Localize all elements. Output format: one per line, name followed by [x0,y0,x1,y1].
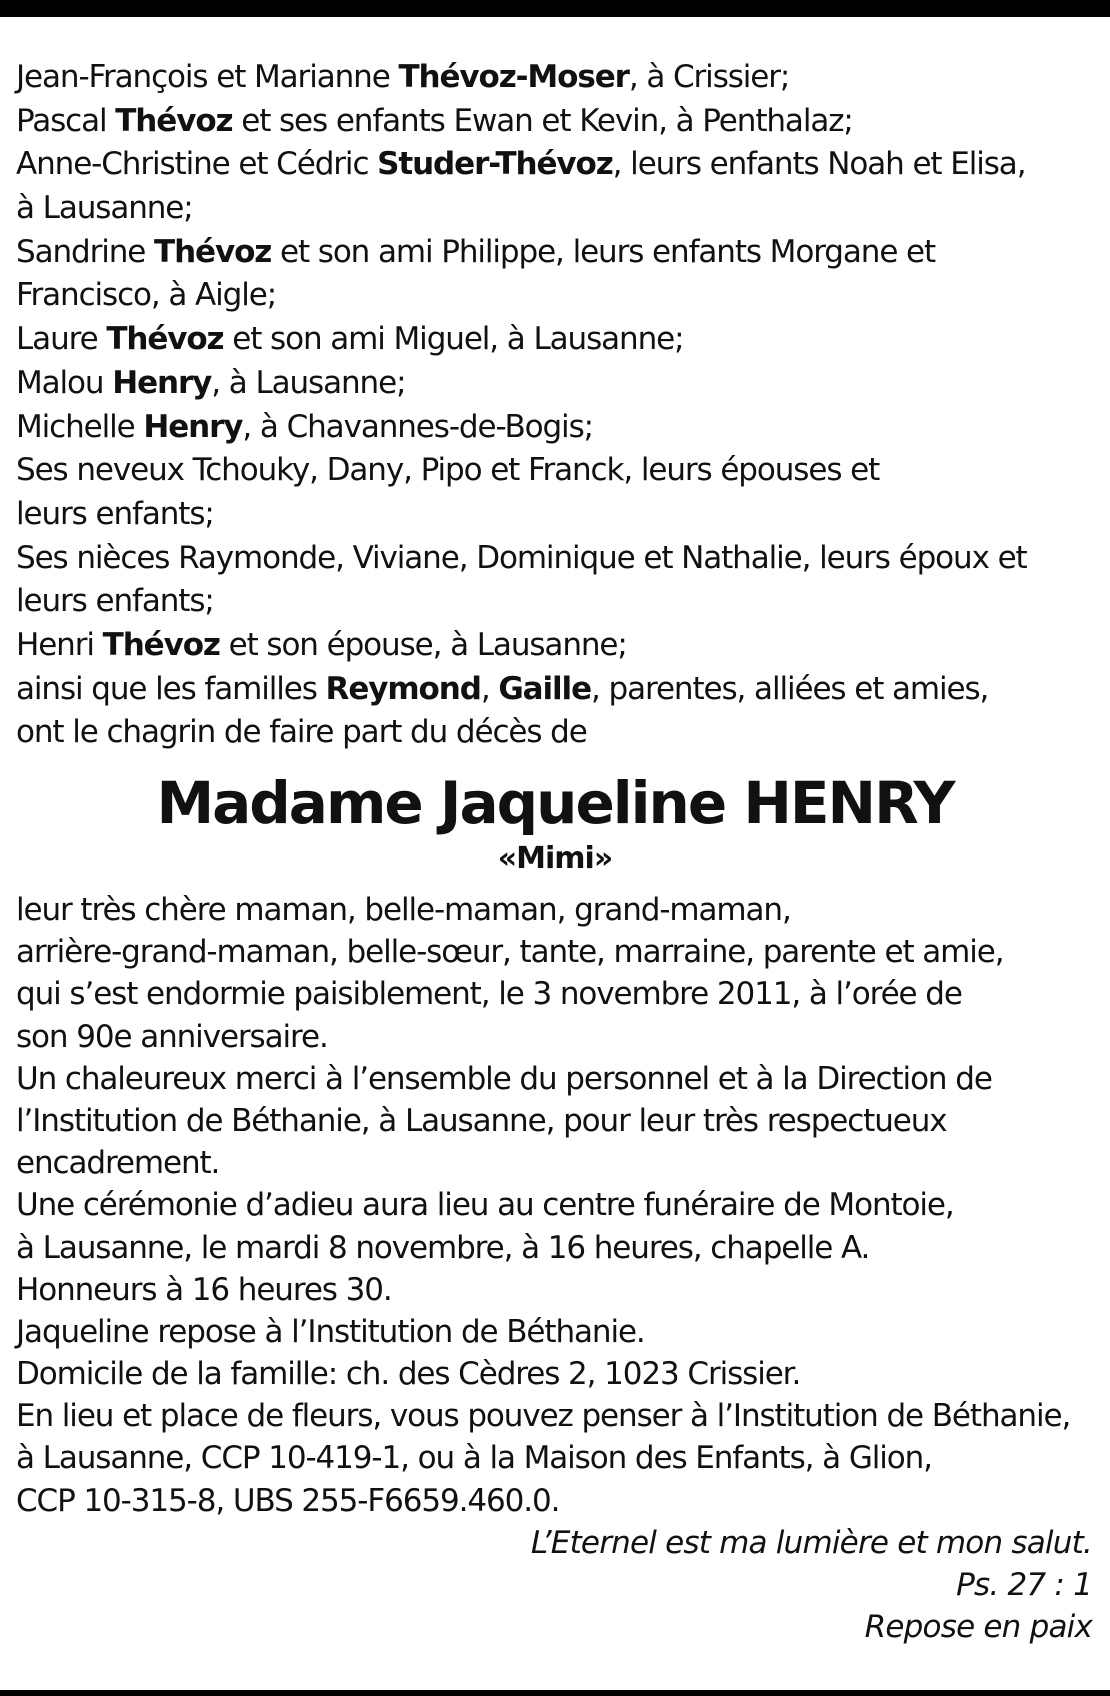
family-text: Ses nièces Raymonde, Viviane, Dominique et Nathalie, leurs époux et [16,539,1027,576]
family-text: ont le chagrin de faire part du décès de [16,714,587,751]
body-line: Un chaleureux merci à l’ensemble du personnel et à la Direction de [16,1060,992,1097]
body-line: Jaqueline repose à l’Institution de Béthanie. [16,1313,645,1350]
family-text: Francisco, à Aigle; [16,277,277,314]
bottom-rule [0,1690,1110,1696]
family-text: Anne-Christine et Cédric [16,146,378,183]
family-surname: Thévoz [102,626,220,663]
family-surname: Gaille [498,670,591,707]
obituary-notice [16,56,1094,1648]
family-text: , leurs enfants Noah et Elisa, [612,146,1026,183]
family-line [16,537,1094,581]
family-text: Michelle [16,408,144,445]
body-line: à Lausanne, le mardi 8 novembre, à 16 heures, chapelle A. [16,1229,870,1266]
family-text: ainsi que les familles [16,670,326,707]
family-line [16,274,1094,318]
family-line [16,231,1094,275]
family-text: à Lausanne; [16,190,193,227]
family-text: , à Lausanne; [211,364,406,401]
family-line [16,711,1094,755]
family-line [16,56,1094,100]
body-line: arrière-grand-maman, belle-sœur, tante, marraine, parente et amie, [16,934,1004,971]
top-rule [0,0,1110,17]
family-text: leurs enfants; [16,583,214,620]
body-line: En lieu et place de fleurs, vous pouvez penser à l’Institution de Béthanie, [16,1398,1071,1435]
deceased-block [16,767,1094,879]
family-line [16,493,1094,537]
family-line [16,406,1094,450]
family-text: Henri [16,626,103,663]
family-surname: Studer-Thévoz [377,146,613,183]
family-text: Ses neveux Tchouky, Dany, Pipo et Franck, leurs épouses et [16,452,880,489]
family-text: et son épouse, à Lausanne; [219,626,627,663]
family-line [16,362,1094,406]
deceased-name: Madame Jaqueline HENRY [156,769,954,837]
body-line: leur très chère maman, belle-maman, grand-maman, [16,892,791,928]
family-text: et son ami Miguel, à Lausanne; [223,321,684,358]
family-surname: Thévoz [106,321,224,358]
closing-verse [16,1522,1094,1649]
family-surname: Thévoz-Moser [398,59,629,95]
family-line [16,449,1094,493]
family-line [16,580,1094,624]
family-surname: Thévoz [115,102,233,139]
family-line [16,668,1094,712]
family-line [16,624,1094,668]
body-line: son 90e anniversaire. [16,1018,328,1055]
family-line [16,100,1094,144]
family-text: , parentes, alliées et amies, [591,670,989,707]
notice-body [16,889,1094,1522]
body-line: encadrement. [16,1145,220,1182]
family-text: leurs enfants; [16,495,214,532]
body-line: Une cérémonie d’adieu aura lieu au centre funéraire de Montoie, [16,1187,954,1224]
verse-line: Repose en paix [864,1609,1092,1646]
family-surname: Reymond [325,670,481,707]
verse-line: Ps. 27 : 1 [956,1567,1092,1604]
family-text: et son ami Philippe, leurs enfants Morgane et [271,233,936,270]
family-surname: Henry [143,408,243,445]
body-line: Domicile de la famille: ch. des Cèdres 2, 1023 Crissier. [16,1356,801,1393]
family-line [16,143,1094,187]
family-text: Laure [16,321,107,358]
body-line: l’Institution de Béthanie, à Lausanne, pour leur très respectueux [16,1102,947,1139]
family-text: et ses enfants Ewan et Kevin, à Penthalaz; [232,102,853,139]
family-surname: Henry [112,364,212,401]
family-line [16,187,1094,231]
verse-line: L’Eternel est ma lumière et mon salut. [530,1524,1092,1561]
family-surname: Thévoz [154,233,272,270]
family-text: Pascal [16,102,116,139]
body-line: à Lausanne, CCP 10-419-1, ou à la Maison des Enfants, à Glion, [16,1440,932,1477]
body-line: CCP 10-315-8, UBS 255-F6659.460.0. [16,1482,560,1519]
family-text: Sandrine [16,233,155,270]
body-line: qui s’est endormie paisiblement, le 3 novembre 2011, à l’orée de [16,976,962,1013]
family-text: , à Chavannes-de-Bogis; [242,408,593,445]
body-line: Honneurs à 16 heures 30. [16,1271,392,1308]
family-text: , à Crissier; [628,59,790,95]
family-list [16,56,1094,755]
family-line [16,318,1094,362]
family-text: Jean-François et Marianne [16,59,399,95]
family-text: , [480,670,499,707]
deceased-nickname: «Mimi» [497,841,613,876]
family-text: Malou [16,364,113,401]
